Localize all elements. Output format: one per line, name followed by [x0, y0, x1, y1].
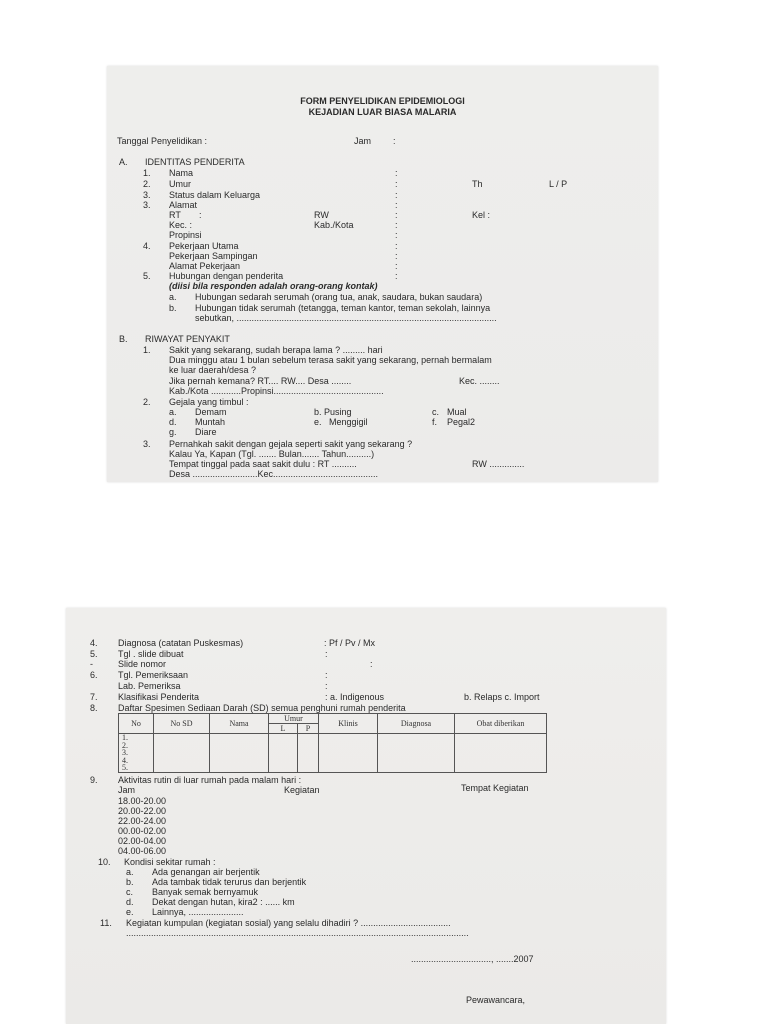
col-header-nama: Nama	[210, 714, 269, 734]
tgl-pemeriksaan-label: Tgl. Pemeriksaan	[118, 670, 189, 680]
b3-num: 3.	[143, 439, 151, 449]
col-header-no-sd: No SD	[154, 714, 210, 734]
a-row-num: 5.	[143, 271, 151, 281]
th-label: Th	[472, 179, 483, 189]
kegiatan-kumpulan-text: Kegiatan kumpulan (kegiatan sosial) yang selalu dihadiri ? ....................................	[126, 918, 451, 928]
diagnosa-value: : Pf / Pv / Mx	[324, 638, 376, 648]
b3-line3a: Tempat tinggal pada saat sakit dulu : RT ..........	[169, 459, 357, 469]
field-colon: :	[395, 200, 398, 210]
time-slot: 22.00-24.00	[118, 816, 167, 826]
a-row-num: 3.	[143, 200, 151, 210]
a-row-label: Propinsi	[169, 230, 202, 240]
b1-line2: Dua minggu atau 1 bulan sebelum terasa sakit yang sekarang, pernah bermalam	[169, 355, 492, 365]
b1-line5: Kab./Kota ............Propinsi............................................	[169, 386, 384, 396]
a-row-label: Hubungan dengan penderita	[169, 271, 284, 281]
kegiatan-col-header: Kegiatan	[284, 785, 320, 795]
slide-dibuat-label: Tgl . slide dibuat	[118, 649, 184, 659]
a-row-label: Kec. :	[169, 220, 193, 230]
form-page-2	[66, 608, 666, 1024]
row-num: 6.	[90, 670, 98, 680]
field-colon: :	[395, 190, 398, 200]
symptom-text: Pegal2	[447, 417, 476, 427]
kondisi-letter: c.	[126, 887, 134, 897]
kondisi-text: Lainnya, ......................	[152, 907, 244, 917]
kondisi-text: Dekat dengan hutan, kira2 : ...... km	[152, 897, 295, 907]
aktivitas-title: Aktivitas rutin di luar rumah pada malam hari :	[118, 775, 302, 785]
table-cell	[210, 734, 269, 773]
table-cell	[269, 734, 298, 773]
a5a-text: Hubungan sedarah serumah (orang tua, anak, saudara, bukan saudara)	[195, 292, 483, 302]
symptom-letter: a.	[169, 407, 177, 417]
table-cell	[298, 734, 319, 773]
table-row-number: 3.	[122, 748, 128, 757]
table-cell	[154, 734, 210, 773]
jam-colon: :	[393, 136, 396, 146]
a-row-label: Nama	[169, 168, 194, 178]
lp-label: L / P	[549, 179, 568, 189]
col-header-umur-p: P	[298, 724, 319, 734]
symptom-letter: f.	[432, 417, 438, 427]
col-header-umur-l: L	[269, 724, 298, 734]
a-row-label: RT	[169, 210, 181, 220]
symptom-text: Pusing	[324, 407, 352, 417]
table-row-number: 5.	[122, 763, 128, 772]
b1-line3: ke luar daerah/desa ?	[169, 365, 257, 375]
a-row-num: 3.	[143, 190, 151, 200]
a5a-letter: a.	[169, 292, 177, 302]
b2-num: 2.	[143, 397, 151, 407]
field-colon: :	[395, 261, 398, 271]
a-row-label: Status dalam Keluarga	[169, 190, 261, 200]
klasifikasi-label: Klasifikasi Penderita	[118, 692, 200, 702]
contact-note: (diisi bila responden adalah orang-orang kontak)	[169, 281, 378, 291]
time-slot: 18.00-20.00	[118, 796, 167, 806]
symptom-text: Mual	[447, 407, 467, 417]
specimen-table	[118, 713, 547, 773]
kondisi-letter: d.	[126, 897, 134, 907]
kondisi-letter: e.	[126, 907, 134, 917]
table-row-number: 2.	[122, 740, 128, 750]
kondisi-letter: a.	[126, 867, 134, 877]
row-dash: -	[90, 659, 93, 669]
time-slot: 02.00-04.00	[118, 836, 167, 846]
b1-line4b: Kec. ........	[459, 376, 500, 386]
b2-title: Gejala yang timbul :	[169, 397, 249, 407]
kabkota-label: Kab./Kota	[314, 220, 354, 230]
field-colon: :	[395, 210, 398, 220]
jam-col-header: Jam	[118, 785, 136, 795]
a5b-text: Hubungan tidak serumah (tetangga, teman kantor, teman sekolah, lainnya	[195, 303, 491, 313]
table-cell	[378, 734, 455, 773]
table-cell	[319, 734, 378, 773]
row-num: 5.	[90, 649, 98, 659]
a-row-label: Umur	[169, 179, 191, 189]
a-row-label: Pekerjaan Sampingan	[169, 251, 258, 261]
field-colon: :	[370, 659, 373, 669]
row-num: 8.	[90, 703, 98, 713]
field-colon: :	[395, 179, 398, 189]
row-num: 4.	[90, 638, 98, 648]
klasifikasi-opt-a: : a. Indigenous	[325, 692, 385, 702]
symptom-text: Demam	[195, 407, 227, 417]
b1-num: 1.	[143, 345, 151, 355]
row-num: 11.	[100, 918, 112, 928]
kel-label: Kel :	[472, 210, 491, 220]
pewawancara-label: Pewawancara,	[466, 995, 526, 1005]
col-header-klinis: Klinis	[319, 714, 378, 734]
symptom-letter: c.	[432, 407, 440, 417]
a-row-num: 4.	[143, 241, 151, 251]
row-num: 7.	[90, 692, 98, 702]
a-row-label: Alamat	[169, 200, 198, 210]
field-colon: :	[395, 230, 398, 240]
symptom-letter: g.	[169, 427, 177, 437]
signature-date: ................................, .......2007	[411, 954, 534, 964]
kondisi-text: Ada genangan air berjentik	[152, 867, 260, 877]
table-row-numbers	[119, 734, 154, 773]
row-num: 10.	[98, 857, 111, 867]
table-cell	[455, 734, 547, 773]
kondisi-text: Ada tambak tidak terurus dan berjentik	[152, 877, 307, 887]
daftar-spesimen-label: Daftar Spesimen Sediaan Darah (SD) semua penghuni rumah penderita	[118, 703, 406, 713]
col-header-umur: Umur	[269, 714, 319, 724]
b3-line1: Pernahkah sakit dengan gejala seperti sakit yang sekarang ?	[169, 439, 413, 449]
tanggal-label: Tanggal Penyelidikan :	[117, 136, 208, 146]
symptom-text: Menggigil	[329, 417, 368, 427]
table-row-number: 1.	[122, 733, 128, 742]
kegiatan-kumpulan-line2: .........................................................................................................................................	[126, 928, 469, 938]
col-header-diagnosa: Diagnosa	[378, 714, 455, 734]
form-title-line2: KEJADIAN LUAR BIASA MALARIA	[308, 107, 457, 117]
b3-line3b: RW ..............	[472, 459, 525, 469]
tempat-col-header: Tempat Kegiatan	[461, 783, 529, 793]
a-row-num: 1.	[143, 168, 151, 178]
a5b-text-cont: sebutkan, ........................................................................................................	[195, 313, 497, 323]
symptom-letter: e.	[314, 417, 322, 427]
kondisi-letter: b.	[126, 877, 134, 887]
a-row-num: 2.	[143, 179, 151, 189]
rt-colon: :	[199, 210, 202, 220]
col-header-no: No	[119, 714, 154, 734]
section-a-letter: A.	[119, 157, 128, 167]
field-colon: :	[395, 251, 398, 261]
time-slot: 04.00-06.00	[118, 846, 167, 856]
diagnosa-label: Diagnosa (catatan Puskesmas)	[118, 638, 244, 648]
b3-line2: Kalau Ya, Kapan (Tgl. ....... Bulan....... Tahun..........)	[169, 449, 375, 459]
section-b-title: RIWAYAT PENYAKIT	[145, 334, 230, 344]
field-colon: :	[325, 670, 328, 680]
slide-nomor-label: Slide nomor	[118, 659, 167, 669]
b3-line4: Desa ..........................Kec..........................................	[169, 469, 379, 479]
section-b-letter: B.	[119, 334, 128, 344]
lab-pemeriksa-label: Lab. Pemeriksa	[118, 681, 181, 691]
symptom-text: Muntah	[195, 417, 226, 427]
table-row-number: 4.	[122, 755, 128, 765]
kondisi-text: Banyak semak bernyamuk	[152, 887, 259, 897]
a-row-label: Alamat Pekerjaan	[169, 261, 241, 271]
jam-label: Jam	[354, 136, 372, 146]
field-colon: :	[395, 271, 398, 281]
rw-label: RW	[314, 210, 329, 220]
row-num: 9.	[90, 775, 98, 785]
field-colon: :	[325, 681, 328, 691]
field-colon: :	[395, 241, 398, 251]
kondisi-title: Kondisi sekitar rumah :	[124, 857, 216, 867]
a-row-label: Pekerjaan Utama	[169, 241, 239, 251]
b1-line1: Sakit yang sekarang, sudah berapa lama ? ......... hari	[169, 345, 383, 355]
symptom-letter: b.	[314, 407, 322, 417]
time-slot: 20.00-22.00	[118, 806, 167, 816]
form-page-1	[107, 66, 658, 482]
klasifikasi-opt-bc: b. Relaps c. Import	[464, 692, 540, 702]
field-colon: :	[395, 168, 398, 178]
field-colon: :	[395, 220, 398, 230]
form-title-line1: FORM PENYELIDIKAN EPIDEMIOLOGI	[300, 96, 465, 106]
b1-line4a: Jika pernah kemana? RT.... RW.... Desa ........	[169, 376, 352, 386]
symptom-letter: d.	[169, 417, 177, 427]
time-slot: 00.00-02.00	[118, 826, 167, 836]
symptom-text: Diare	[195, 427, 217, 437]
field-colon: :	[325, 649, 328, 659]
a5b-letter: b.	[169, 303, 177, 313]
col-header-obat: Obat diberikan	[455, 714, 547, 734]
section-a-title: IDENTITAS PENDERITA	[145, 157, 245, 167]
